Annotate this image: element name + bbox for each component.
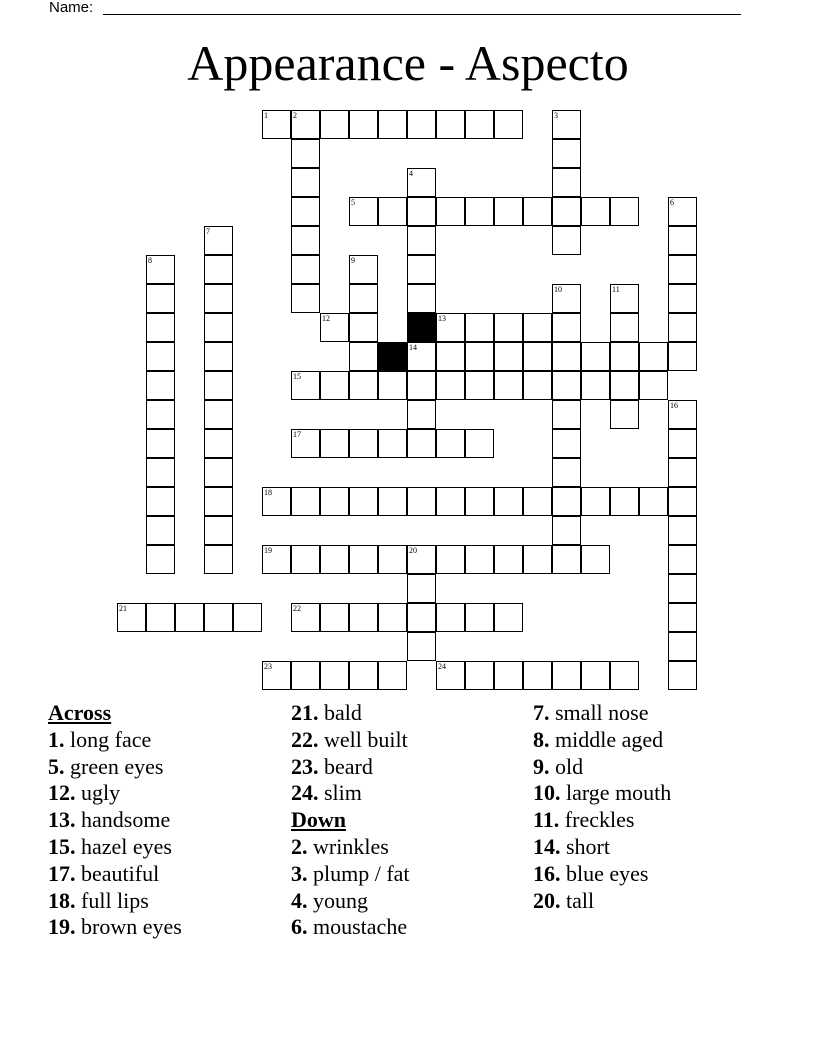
crossword-cell[interactable] [175, 603, 204, 632]
crossword-cell[interactable] [610, 197, 639, 226]
crossword-cell[interactable] [552, 371, 581, 400]
crossword-cell[interactable] [407, 342, 436, 371]
crossword-cell[interactable] [494, 342, 523, 371]
crossword-cell[interactable] [494, 313, 523, 342]
crossword-cell[interactable] [407, 168, 436, 197]
clue-number: 12 [322, 314, 330, 323]
crossword-cell[interactable] [233, 603, 262, 632]
across-heading: Across [48, 700, 112, 725]
crossword-cell[interactable] [204, 458, 233, 487]
crossword-cell[interactable] [494, 545, 523, 574]
crossword-cell[interactable] [407, 110, 436, 139]
clue-number: 24 [438, 662, 446, 671]
crossword-cell[interactable] [610, 342, 639, 371]
crossword-cell[interactable] [291, 255, 320, 284]
page-title: Appearance - Aspecto [187, 35, 629, 91]
crossword-cell[interactable] [291, 661, 320, 690]
crossword-cell[interactable] [668, 574, 697, 603]
crossword-cell[interactable] [291, 226, 320, 255]
crossword-cell[interactable] [436, 545, 465, 574]
crossword-cell[interactable] [668, 197, 697, 226]
crossword-cell[interactable] [581, 661, 610, 690]
black-square [407, 313, 436, 342]
crossword-cell[interactable] [552, 197, 581, 226]
crossword-cell[interactable] [552, 400, 581, 429]
crossword-cell[interactable] [668, 603, 697, 632]
crossword-cell[interactable] [668, 226, 697, 255]
crossword-cell[interactable] [378, 371, 407, 400]
clue-number: 8 [148, 256, 152, 265]
crossword-cell[interactable] [668, 284, 697, 313]
crossword-cell[interactable] [320, 371, 349, 400]
crossword-cell[interactable] [610, 371, 639, 400]
name-label: Name: [49, 0, 94, 16]
crossword-cell[interactable] [320, 661, 349, 690]
crossword-cell[interactable] [552, 284, 581, 313]
crossword-cell[interactable] [320, 487, 349, 516]
crossword-cell[interactable] [291, 487, 320, 516]
crossword-cell[interactable] [204, 284, 233, 313]
crossword-cell[interactable] [407, 226, 436, 255]
crossword-cell[interactable] [349, 545, 378, 574]
crossword-cell[interactable] [552, 661, 581, 690]
crossword-cell[interactable] [436, 371, 465, 400]
down-clue-7: 7. small nose [533, 700, 649, 725]
crossword-cell[interactable] [523, 197, 552, 226]
crossword-cell[interactable] [146, 603, 175, 632]
crossword-cell[interactable] [146, 284, 175, 313]
crossword-cell[interactable] [523, 545, 552, 574]
clue-number: 20 [409, 546, 417, 555]
crossword-cell[interactable] [349, 603, 378, 632]
across-clue-21: 21. bald [291, 700, 362, 725]
crossword-cell[interactable] [465, 429, 494, 458]
clue-number: 5 [351, 198, 355, 207]
crossword-cell[interactable] [668, 545, 697, 574]
crossword-cell[interactable] [494, 371, 523, 400]
crossword-cell[interactable] [320, 429, 349, 458]
across-clue-18: 18. full lips [48, 887, 149, 913]
crossword-cell[interactable] [668, 313, 697, 342]
across-clue-23: 23. beard [291, 753, 373, 779]
crossword-cell[interactable] [349, 429, 378, 458]
crossword-cell[interactable] [494, 487, 523, 516]
crossword-cell[interactable] [349, 110, 378, 139]
crossword-cell[interactable] [552, 429, 581, 458]
crossword-cell[interactable] [146, 429, 175, 458]
crossword-cell[interactable] [581, 197, 610, 226]
crossword-cell[interactable] [436, 313, 465, 342]
crossword-cell[interactable] [552, 458, 581, 487]
crossword-cell[interactable] [407, 197, 436, 226]
crossword-cell[interactable] [320, 603, 349, 632]
crossword-cell[interactable] [204, 487, 233, 516]
crossword-cell[interactable] [407, 487, 436, 516]
crossword-cell[interactable] [552, 487, 581, 516]
crossword-cell[interactable] [552, 110, 581, 139]
crossword-cell[interactable] [291, 603, 320, 632]
down-heading: Down [291, 807, 347, 833]
crossword-cell[interactable] [349, 284, 378, 313]
crossword-cell[interactable] [349, 371, 378, 400]
across-clue-22: 22. well built [291, 726, 408, 752]
crossword-cell[interactable] [552, 313, 581, 342]
crossword-cell[interactable] [407, 429, 436, 458]
crossword-cell[interactable] [146, 313, 175, 342]
crossword-cell[interactable] [407, 603, 436, 632]
clue-number: 18 [264, 488, 272, 497]
crossword-cell[interactable] [581, 342, 610, 371]
crossword-cell[interactable] [581, 487, 610, 516]
crossword-cell[interactable] [552, 545, 581, 574]
crossword-cell[interactable] [349, 313, 378, 342]
crossword-cell[interactable] [523, 487, 552, 516]
crossword-cell[interactable] [436, 661, 465, 690]
crossword-cell[interactable] [581, 545, 610, 574]
crossword-cell[interactable] [668, 400, 697, 429]
down-clue-10: 10. large mouth [533, 780, 672, 806]
clue-number: 10 [554, 285, 562, 294]
crossword-cell[interactable] [523, 342, 552, 371]
crossword-cell[interactable] [204, 516, 233, 545]
crossword-cell[interactable] [436, 487, 465, 516]
crossword-cell[interactable] [610, 313, 639, 342]
crossword-cell[interactable] [349, 342, 378, 371]
crossword-cell[interactable] [639, 371, 668, 400]
clue-number: 13 [438, 314, 446, 323]
crossword-cell[interactable] [378, 487, 407, 516]
crossword-cell[interactable] [407, 545, 436, 574]
down-clue-14: 14. short [533, 833, 610, 859]
crossword-cell[interactable] [378, 429, 407, 458]
crossword-cell[interactable] [639, 342, 668, 371]
clue-number: 15 [293, 372, 301, 381]
crossword-cell[interactable] [204, 371, 233, 400]
crossword-cell[interactable] [378, 603, 407, 632]
down-clue-3: 3. plump / fat [291, 860, 410, 886]
clue-number: 6 [670, 198, 674, 207]
clue-number: 23 [264, 662, 272, 671]
crossword-cell[interactable] [552, 226, 581, 255]
crossword-cell[interactable] [320, 110, 349, 139]
crossword-cell[interactable] [610, 487, 639, 516]
crossword-cell[interactable] [494, 110, 523, 139]
crossword-cell[interactable] [262, 545, 291, 574]
crossword-cell[interactable] [523, 661, 552, 690]
crossword-cell[interactable] [465, 661, 494, 690]
crossword-cell[interactable] [407, 574, 436, 603]
clue-number: 2 [293, 111, 297, 120]
clues-column-1 [48, 700, 182, 941]
crossword-cell[interactable] [668, 255, 697, 284]
crossword-cell[interactable] [407, 371, 436, 400]
crossword-cell[interactable] [610, 284, 639, 313]
crossword-cell[interactable] [552, 342, 581, 371]
crossword-cell[interactable] [320, 313, 349, 342]
crossword-cell[interactable] [291, 168, 320, 197]
crossword-cell[interactable] [291, 110, 320, 139]
crossword-cell[interactable] [291, 284, 320, 313]
clues-column-2 [291, 700, 410, 941]
crossword-cell[interactable] [552, 516, 581, 545]
crossword-cell[interactable] [378, 661, 407, 690]
crossword-cell[interactable] [146, 516, 175, 545]
crossword-cell[interactable] [204, 603, 233, 632]
crossword-cell[interactable] [204, 400, 233, 429]
crossword-cell[interactable] [204, 255, 233, 284]
down-clue-2: 2. wrinkles [291, 833, 389, 859]
crossword-cell[interactable] [349, 197, 378, 226]
crossword-cell[interactable] [146, 545, 175, 574]
clue-number: 4 [409, 169, 413, 178]
crossword-cell[interactable] [436, 429, 465, 458]
crossword-cell[interactable] [610, 400, 639, 429]
crossword-cell[interactable] [581, 371, 610, 400]
crossword-cell[interactable] [291, 371, 320, 400]
black-square [378, 342, 407, 371]
crossword-cell[interactable] [349, 255, 378, 284]
crossword-cell[interactable] [146, 255, 175, 284]
crossword-cell[interactable] [494, 197, 523, 226]
crossword-cell[interactable] [204, 342, 233, 371]
down-clue-9: 9. old [533, 753, 584, 779]
crossword-cell[interactable] [378, 197, 407, 226]
clue-number: 19 [264, 546, 272, 555]
crossword-cell[interactable] [610, 661, 639, 690]
clue-number: 1 [264, 111, 268, 120]
crossword-cell[interactable] [436, 197, 465, 226]
crossword-cell[interactable] [523, 371, 552, 400]
across-clue-13: 13. handsome [48, 807, 171, 833]
crossword-cell[interactable] [668, 516, 697, 545]
clue-number: 22 [293, 604, 301, 613]
crossword-cell[interactable] [668, 458, 697, 487]
crossword-cell[interactable] [204, 545, 233, 574]
crossword-cell[interactable] [378, 545, 407, 574]
clue-number: 3 [554, 111, 558, 120]
crossword-cell[interactable] [668, 429, 697, 458]
crossword-cell[interactable] [465, 603, 494, 632]
crossword-cell[interactable] [494, 661, 523, 690]
crossword-cell[interactable] [552, 168, 581, 197]
crossword-cell[interactable] [668, 632, 697, 661]
crossword-cell[interactable] [668, 487, 697, 516]
crossword-cell[interactable] [436, 342, 465, 371]
crossword-cell[interactable] [378, 110, 407, 139]
crossword-cell[interactable] [204, 226, 233, 255]
across-clue-19: 19. brown eyes [48, 914, 182, 940]
crossword-cell[interactable] [146, 487, 175, 516]
crossword-cell[interactable] [668, 342, 697, 371]
crossword-cell[interactable] [291, 545, 320, 574]
crossword-cell[interactable] [262, 661, 291, 690]
crossword-cell[interactable] [407, 632, 436, 661]
crossword-cell[interactable] [436, 603, 465, 632]
crossword-cell[interactable] [436, 110, 465, 139]
clue-number: 9 [351, 256, 355, 265]
crossword-cell[interactable] [494, 603, 523, 632]
clue-number: 14 [409, 343, 417, 352]
crossword-cell[interactable] [407, 255, 436, 284]
crossword-cell[interactable] [146, 400, 175, 429]
across-clue-15: 15. hazel eyes [48, 833, 172, 859]
clue-number: 11 [612, 285, 620, 294]
down-clue-4: 4. young [291, 887, 368, 913]
crossword-cell[interactable] [639, 487, 668, 516]
crossword-cell[interactable] [465, 110, 494, 139]
crossword-cell[interactable] [552, 139, 581, 168]
crossword-cell[interactable] [465, 313, 494, 342]
crossword-cell[interactable] [465, 371, 494, 400]
crossword-cell[interactable] [146, 371, 175, 400]
down-clue-11: 11. freckles [533, 807, 635, 833]
clue-number: 16 [670, 401, 678, 410]
across-clue-12: 12. ugly [48, 780, 121, 806]
clue-number: 7 [206, 227, 210, 236]
crossword-cell[interactable] [262, 487, 291, 516]
crossword-cell[interactable] [465, 342, 494, 371]
crossword-cell[interactable] [320, 545, 349, 574]
across-clue-5: 5. green eyes [48, 753, 164, 779]
across-clue-24: 24. slim [291, 780, 362, 806]
down-clue-8: 8. middle aged [533, 726, 664, 752]
crossword-cell[interactable] [465, 545, 494, 574]
crossword-cell[interactable] [204, 313, 233, 342]
clues-column-3 [533, 700, 671, 914]
across-clue-17: 17. beautiful [48, 860, 160, 886]
across-clue-1: 1. long face [48, 726, 152, 752]
crossword-cell[interactable] [146, 342, 175, 371]
crossword-cell[interactable] [407, 400, 436, 429]
crossword-cell[interactable] [349, 661, 378, 690]
crossword-cell[interactable] [523, 313, 552, 342]
crossword-cell[interactable] [349, 487, 378, 516]
crossword-cell[interactable] [291, 139, 320, 168]
crossword-cell[interactable] [291, 197, 320, 226]
down-clue-6: 6. moustache [291, 914, 408, 940]
down-clue-16: 16. blue eyes [533, 860, 649, 886]
crossword-cell[interactable] [262, 110, 291, 139]
crossword-cell[interactable] [407, 284, 436, 313]
crossword-cell[interactable] [465, 487, 494, 516]
clue-number: 17 [293, 430, 301, 439]
crossword-cell[interactable] [291, 429, 320, 458]
crossword-cell[interactable] [117, 603, 146, 632]
down-clue-20: 20. tall [533, 887, 595, 913]
crossword-cell[interactable] [465, 197, 494, 226]
clue-number: 21 [119, 604, 127, 613]
crossword-cell[interactable] [204, 429, 233, 458]
crossword-cell[interactable] [146, 458, 175, 487]
crossword-cell[interactable] [668, 661, 697, 690]
